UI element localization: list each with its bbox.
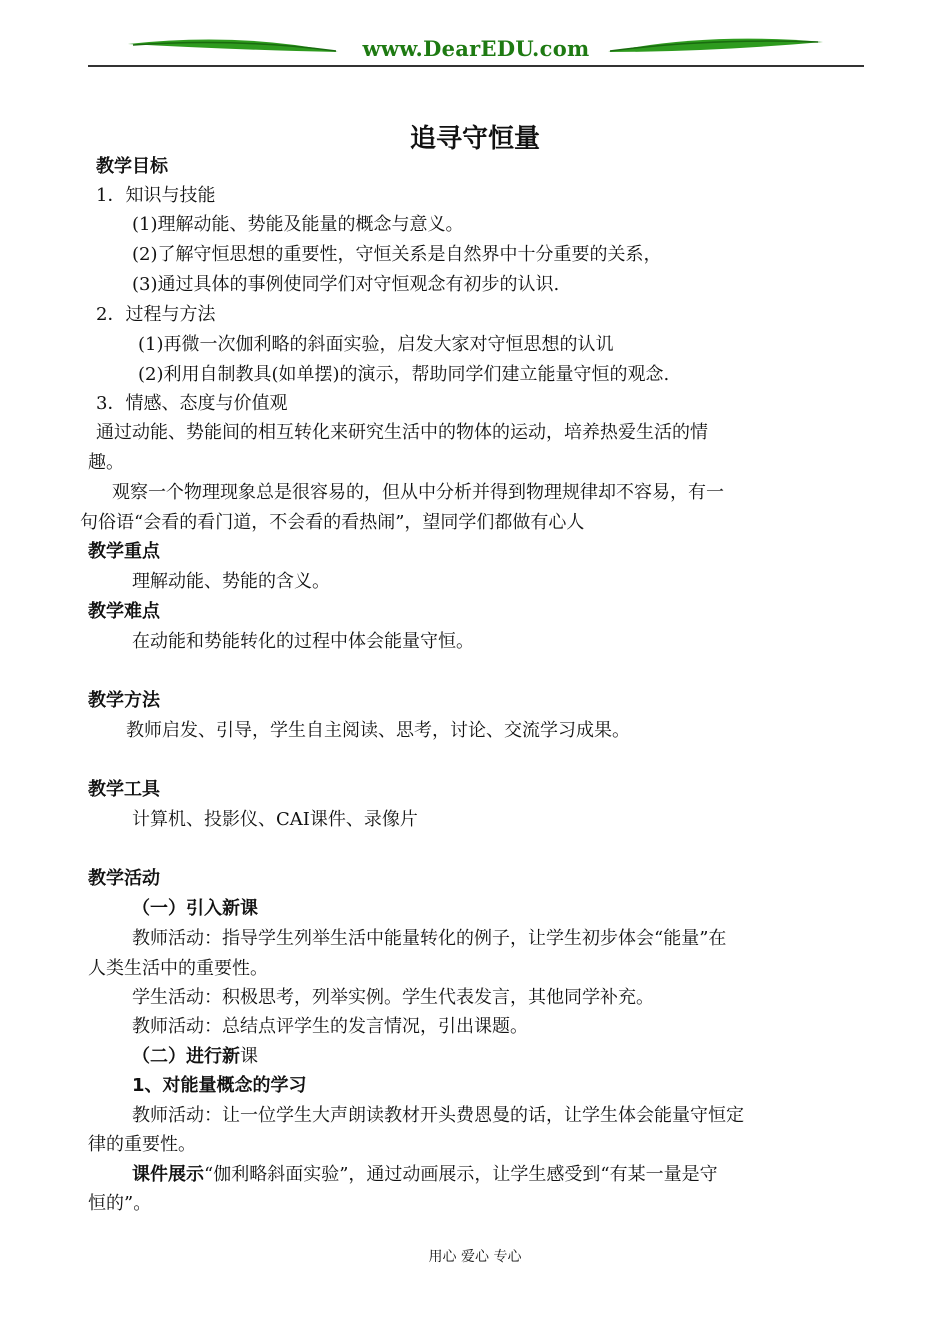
goals-paragraph: 句俗语“会看的看门道，不会看的看热闹”，望同学们都做有心人 [80,512,585,533]
goals-section-2: 2．过程与方法 [96,304,216,325]
activities-paragraph: 人类生活中的重要性。 [88,958,268,979]
page-title: 追寻守恒量 [409,124,540,154]
goals-item: (1)理解动能、势能及能量的概念与意义。 [132,214,464,235]
method-text: 教师启发、引导，学生自主阅读、思考，讨论、交流学习成果。 [126,720,630,741]
tools-heading: 教学工具 [88,779,160,800]
goals-heading: 教学目标 [96,156,168,177]
difficulty-heading: 教学难点 [88,601,160,622]
courseware-label: 课件展示 [132,1164,204,1185]
activities-paragraph: 律的重要性。 [88,1134,196,1155]
site-brand: www.DearEDU.com [362,36,590,61]
difficulty-text: 在动能和势能转化的过程中体会能量守恒。 [132,631,474,652]
goals-item: (2)利用自制教具(如单摆)的演示，帮助同学们建立能量守恒的观念. [138,364,670,385]
goals-item: (1)再微一次伽利略的斜面实验，启发大家对守恒思想的认讥 [138,334,614,355]
header-divider [88,65,864,67]
key-point-heading: 教学重点 [88,541,160,562]
activities-paragraph: 教师活动：让一位学生大声朗读教材开头费恩曼的话，让学生体会能量守恒定 [132,1105,744,1126]
activities-paragraph: 恒的”。 [88,1193,152,1214]
courseware-text: “伽利略斜面实验”，通过动画展示，让学生感受到“有某一量是守 [204,1164,718,1185]
page-header [88,30,864,70]
tools-text: 计算机、投影仪、CAI课件、录像片 [132,809,418,830]
activities-part-2 [132,1046,258,1068]
goals-paragraph: 观察一个物理现象总是很容易的，但从中分析并得到物理规律却不容易，有一 [112,482,724,503]
activities-paragraph: 教师活动：总结点评学生的发言情况，引出课题。 [132,1016,528,1037]
goals-section-3: 3．情感、态度与价值观 [96,393,288,414]
activities-part-2-rest: 课 [240,1046,258,1067]
goals-section-1: 1．知识与技能 [96,185,216,206]
activities-part-1: （一）引入新课 [132,898,258,919]
method-heading: 教学方法 [88,690,160,711]
goals-item: (3)通过具体的事例使同学们对守恒观念有初步的认识. [132,274,560,295]
activities-paragraph [132,1164,718,1186]
goals-paragraph: 趣。 [88,452,124,473]
activities-heading: 教学活动 [88,868,160,889]
goals-item: (2)了解守恒思想的重要性，守恒关系是自然界中十分重要的关系， [132,244,662,265]
activities-part-2-bold: （二）进行新 [132,1046,240,1067]
goals-paragraph: 通过动能、势能间的相互转化来研究生活中的物体的运动，培养热爱生活的情 [96,422,708,443]
key-point-text: 理解动能、势能的含义。 [132,571,330,592]
activities-paragraph: 学生活动：积极思考，列举实例。学生代表发言，其他同学补充。 [132,987,654,1008]
activities-paragraph: 教师活动：指导学生列举生活中能量转化的例子，让学生初步体会“能量”在 [132,928,727,949]
page-footer: 用心 爱心 专心 [428,1249,522,1265]
activities-subheading: 1、对能量概念的学习 [132,1075,307,1096]
